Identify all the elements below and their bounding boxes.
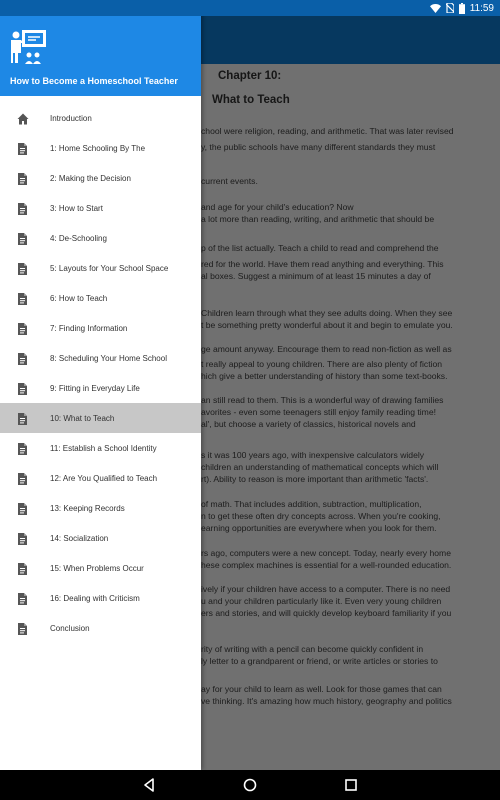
- drawer-item-label: 2: Making the Decision: [50, 173, 131, 183]
- drawer-item-label: 11: Establish a School Identity: [50, 443, 157, 453]
- navigation-drawer: [0, 0, 201, 770]
- wifi-icon: [430, 4, 441, 13]
- drawer-item-13-keeping-records[interactable]: [0, 493, 201, 523]
- navigation-bar: [0, 770, 500, 800]
- drawer-item-1-home-schooling-by-the[interactable]: [0, 133, 201, 163]
- drawer-item-11-establish-a-school-identity[interactable]: [0, 433, 201, 463]
- drawer-item-16-dealing-with-criticism[interactable]: [0, 583, 201, 613]
- drawer-item-label: 12: Are You Qualified to Teach: [50, 473, 158, 483]
- document-icon: [17, 292, 28, 304]
- document-icon: [17, 262, 28, 274]
- document-icon: [17, 472, 28, 484]
- drawer-item-conclusion[interactable]: [0, 613, 201, 643]
- document-icon: [17, 232, 28, 244]
- drawer-item-label: 1: Home Schooling By The: [50, 143, 146, 153]
- drawer-menu: [0, 103, 201, 643]
- drawer-item-3-how-to-start[interactable]: [0, 193, 201, 223]
- drawer-item-8-scheduling-your-home-school[interactable]: [0, 343, 201, 373]
- drawer-item-label: 8: Scheduling Your Home School: [50, 353, 167, 363]
- document-icon: [17, 142, 28, 154]
- document-icon: [17, 502, 28, 514]
- drawer-item-label: 15: When Problems Occur: [50, 563, 144, 573]
- drawer-item-label: 5: Layouts for Your School Space: [50, 263, 169, 273]
- drawer-item-label: 14: Socialization: [50, 533, 109, 543]
- document-icon: [17, 322, 28, 334]
- drawer-item-14-socialization[interactable]: [0, 523, 201, 553]
- drawer-item-12-are-you-qualified-to-teach[interactable]: [0, 463, 201, 493]
- drawer-item-label: 7: Finding Information: [50, 323, 128, 333]
- drawer-item-introduction[interactable]: [0, 103, 201, 133]
- back-icon[interactable]: [142, 777, 158, 793]
- teacher-board-icon: [8, 26, 48, 66]
- status-time: 11:59: [469, 2, 494, 14]
- drawer-item-10-what-to-teach[interactable]: [0, 403, 201, 433]
- drawer-item-label: 10: What to Teach: [50, 413, 115, 423]
- drawer-item-2-making-the-decision[interactable]: [0, 163, 201, 193]
- drawer-item-label: 16: Dealing with Criticism: [50, 593, 140, 603]
- drawer-item-7-finding-information[interactable]: [0, 313, 201, 343]
- drawer-item-label: Introduction: [50, 113, 92, 123]
- drawer-title: How to Become a Homeschool Teacher: [10, 76, 178, 86]
- drawer-item-6-how-to-teach[interactable]: [0, 283, 201, 313]
- drawer-item-label: 4: De-Schooling: [50, 233, 107, 243]
- drawer-item-label: 3: How to Start: [50, 203, 103, 213]
- no-sim-icon: [446, 3, 454, 13]
- drawer-item-label: 9: Fitting in Everyday Life: [50, 383, 140, 393]
- home-icon: [17, 112, 28, 124]
- recents-icon[interactable]: [343, 777, 359, 793]
- battery-icon: [459, 3, 465, 14]
- document-icon: [17, 592, 28, 604]
- document-icon: [17, 352, 28, 364]
- document-icon: [17, 172, 28, 184]
- drawer-item-5-layouts-for-your-school-space[interactable]: [0, 253, 201, 283]
- drawer-item-15-when-problems-occur[interactable]: [0, 553, 201, 583]
- drawer-item-label: 6: How to Teach: [50, 293, 108, 303]
- document-icon: [17, 532, 28, 544]
- drawer-item-4-de-schooling[interactable]: [0, 223, 201, 253]
- document-icon: [17, 562, 28, 574]
- drawer-item-label: 13: Keeping Records: [50, 503, 125, 513]
- drawer-item-label: Conclusion: [50, 623, 90, 633]
- document-icon: [17, 382, 28, 394]
- document-icon: [17, 412, 28, 424]
- home-nav-icon[interactable]: [242, 777, 258, 793]
- document-icon: [17, 442, 28, 454]
- document-icon: [17, 622, 28, 634]
- status-bar: [0, 0, 500, 16]
- drawer-item-9-fitting-in-everyday-life[interactable]: [0, 373, 201, 403]
- document-icon: [17, 202, 28, 214]
